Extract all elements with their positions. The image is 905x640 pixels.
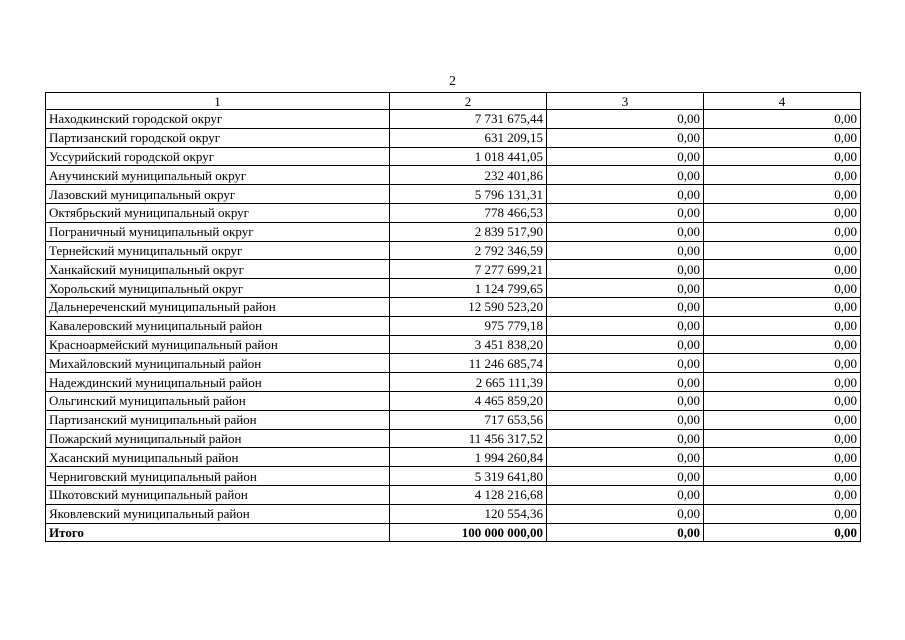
row-col4: 0,00 xyxy=(704,147,861,166)
row-col3: 0,00 xyxy=(547,448,704,467)
row-name: Анучинский муниципальный округ xyxy=(46,166,390,185)
row-amount: 3 451 838,20 xyxy=(390,335,547,354)
table-row xyxy=(46,128,861,147)
row-amount: 5 796 131,31 xyxy=(390,185,547,204)
row-amount: 631 209,15 xyxy=(390,128,547,147)
row-col4: 0,00 xyxy=(704,279,861,298)
row-name: Надеждинский муниципальный район xyxy=(46,373,390,392)
row-amount: 2 792 346,59 xyxy=(390,241,547,260)
row-col4: 0,00 xyxy=(704,354,861,373)
row-col4: 0,00 xyxy=(704,410,861,429)
row-col4: 0,00 xyxy=(704,241,861,260)
row-col4: 0,00 xyxy=(704,110,861,129)
table-row xyxy=(46,203,861,222)
table-row xyxy=(46,166,861,185)
table-row xyxy=(46,147,861,166)
table-row xyxy=(46,373,861,392)
table-row xyxy=(46,222,861,241)
row-amount: 1 994 260,84 xyxy=(390,448,547,467)
row-name: Шкотовский муниципальный район xyxy=(46,485,390,504)
row-name: Октябрьский муниципальный округ xyxy=(46,203,390,222)
table-row xyxy=(46,391,861,410)
row-col4: 0,00 xyxy=(704,316,861,335)
row-col3: 0,00 xyxy=(547,391,704,410)
row-col3: 0,00 xyxy=(547,467,704,486)
row-name: Ханкайский муниципальный округ xyxy=(46,260,390,279)
row-name: Дальнереченский муниципальный район xyxy=(46,297,390,316)
row-col3: 0,00 xyxy=(547,410,704,429)
row-amount: 11 246 685,74 xyxy=(390,354,547,373)
table-header-row xyxy=(46,93,861,110)
row-col3: 0,00 xyxy=(547,485,704,504)
row-name: Хорольский муниципальный округ xyxy=(46,279,390,298)
row-name: Лазовский муниципальный округ xyxy=(46,185,390,204)
row-amount: 1 124 799,65 xyxy=(390,279,547,298)
row-col4: 0,00 xyxy=(704,335,861,354)
row-name: Яковлевский муниципальный район xyxy=(46,504,390,523)
row-col4: 0,00 xyxy=(704,222,861,241)
row-col3: 0,00 xyxy=(547,504,704,523)
row-col4: 0,00 xyxy=(704,128,861,147)
row-name: Черниговский муниципальный район xyxy=(46,467,390,486)
row-col4: 0,00 xyxy=(704,203,861,222)
row-col3: 0,00 xyxy=(547,316,704,335)
total-amount: 100 000 000,00 xyxy=(390,523,547,542)
row-col4: 0,00 xyxy=(704,373,861,392)
row-col3: 0,00 xyxy=(547,203,704,222)
row-name: Партизанский муниципальный район xyxy=(46,410,390,429)
row-amount: 12 590 523,20 xyxy=(390,297,547,316)
total-row xyxy=(46,523,861,542)
row-col3: 0,00 xyxy=(547,222,704,241)
row-amount: 7 731 675,44 xyxy=(390,110,547,129)
row-col3: 0,00 xyxy=(547,260,704,279)
row-col3: 0,00 xyxy=(547,185,704,204)
table-row xyxy=(46,354,861,373)
row-col4: 0,00 xyxy=(704,448,861,467)
row-col4: 0,00 xyxy=(704,185,861,204)
row-name: Пограничный муниципальный округ xyxy=(46,222,390,241)
column-header-2: 2 xyxy=(390,93,547,110)
row-amount: 1 018 441,05 xyxy=(390,147,547,166)
row-amount: 4 465 859,20 xyxy=(390,391,547,410)
row-amount: 975 779,18 xyxy=(390,316,547,335)
table-row xyxy=(46,110,861,129)
row-col4: 0,00 xyxy=(704,485,861,504)
row-name: Красноармейский муниципальный район xyxy=(46,335,390,354)
row-amount: 2 665 111,39 xyxy=(390,373,547,392)
table-row xyxy=(46,185,861,204)
row-amount: 5 319 641,80 xyxy=(390,467,547,486)
row-col3: 0,00 xyxy=(547,373,704,392)
row-col3: 0,00 xyxy=(547,279,704,298)
row-col3: 0,00 xyxy=(547,335,704,354)
row-amount: 717 653,56 xyxy=(390,410,547,429)
row-col4: 0,00 xyxy=(704,166,861,185)
row-col4: 0,00 xyxy=(704,429,861,448)
row-amount: 4 128 216,68 xyxy=(390,485,547,504)
row-col4: 0,00 xyxy=(704,504,861,523)
row-amount: 232 401,86 xyxy=(390,166,547,185)
row-amount: 11 456 317,52 xyxy=(390,429,547,448)
row-col3: 0,00 xyxy=(547,147,704,166)
page-number: 2 xyxy=(449,74,456,89)
table-body xyxy=(46,110,861,524)
table-row xyxy=(46,316,861,335)
total-col3: 0,00 xyxy=(547,523,704,542)
table-row xyxy=(46,504,861,523)
table-row xyxy=(46,485,861,504)
row-name: Тернейский муниципальный округ xyxy=(46,241,390,260)
column-header-3: 3 xyxy=(547,93,704,110)
row-col4: 0,00 xyxy=(704,467,861,486)
row-amount: 2 839 517,90 xyxy=(390,222,547,241)
row-name: Михайловский муниципальный район xyxy=(46,354,390,373)
table-row xyxy=(46,467,861,486)
row-col3: 0,00 xyxy=(547,110,704,129)
row-name: Пожарский муниципальный район xyxy=(46,429,390,448)
table-row xyxy=(46,241,861,260)
row-name: Хасанский муниципальный район xyxy=(46,448,390,467)
table-row xyxy=(46,297,861,316)
row-col4: 0,00 xyxy=(704,391,861,410)
row-col4: 0,00 xyxy=(704,260,861,279)
row-col3: 0,00 xyxy=(547,354,704,373)
row-col4: 0,00 xyxy=(704,297,861,316)
row-name: Уссурийский городской округ xyxy=(46,147,390,166)
column-header-1: 1 xyxy=(46,93,390,110)
table-row xyxy=(46,429,861,448)
table-row xyxy=(46,410,861,429)
table-row xyxy=(46,279,861,298)
row-name: Кавалеровский муниципальный район xyxy=(46,316,390,335)
row-col3: 0,00 xyxy=(547,128,704,147)
allocation-table xyxy=(45,92,861,542)
total-label: Итого xyxy=(46,523,390,542)
column-header-4: 4 xyxy=(704,93,861,110)
row-col3: 0,00 xyxy=(547,166,704,185)
row-amount: 7 277 699,21 xyxy=(390,260,547,279)
row-col3: 0,00 xyxy=(547,297,704,316)
row-amount: 120 554,36 xyxy=(390,504,547,523)
table-row xyxy=(46,260,861,279)
table-row xyxy=(46,335,861,354)
row-name: Ольгинский муниципальный район xyxy=(46,391,390,410)
table-row xyxy=(46,448,861,467)
row-name: Партизанский городской округ xyxy=(46,128,390,147)
row-amount: 778 466,53 xyxy=(390,203,547,222)
row-col3: 0,00 xyxy=(547,429,704,448)
row-col3: 0,00 xyxy=(547,241,704,260)
total-col4: 0,00 xyxy=(704,523,861,542)
row-name: Находкинский городской округ xyxy=(46,110,390,129)
